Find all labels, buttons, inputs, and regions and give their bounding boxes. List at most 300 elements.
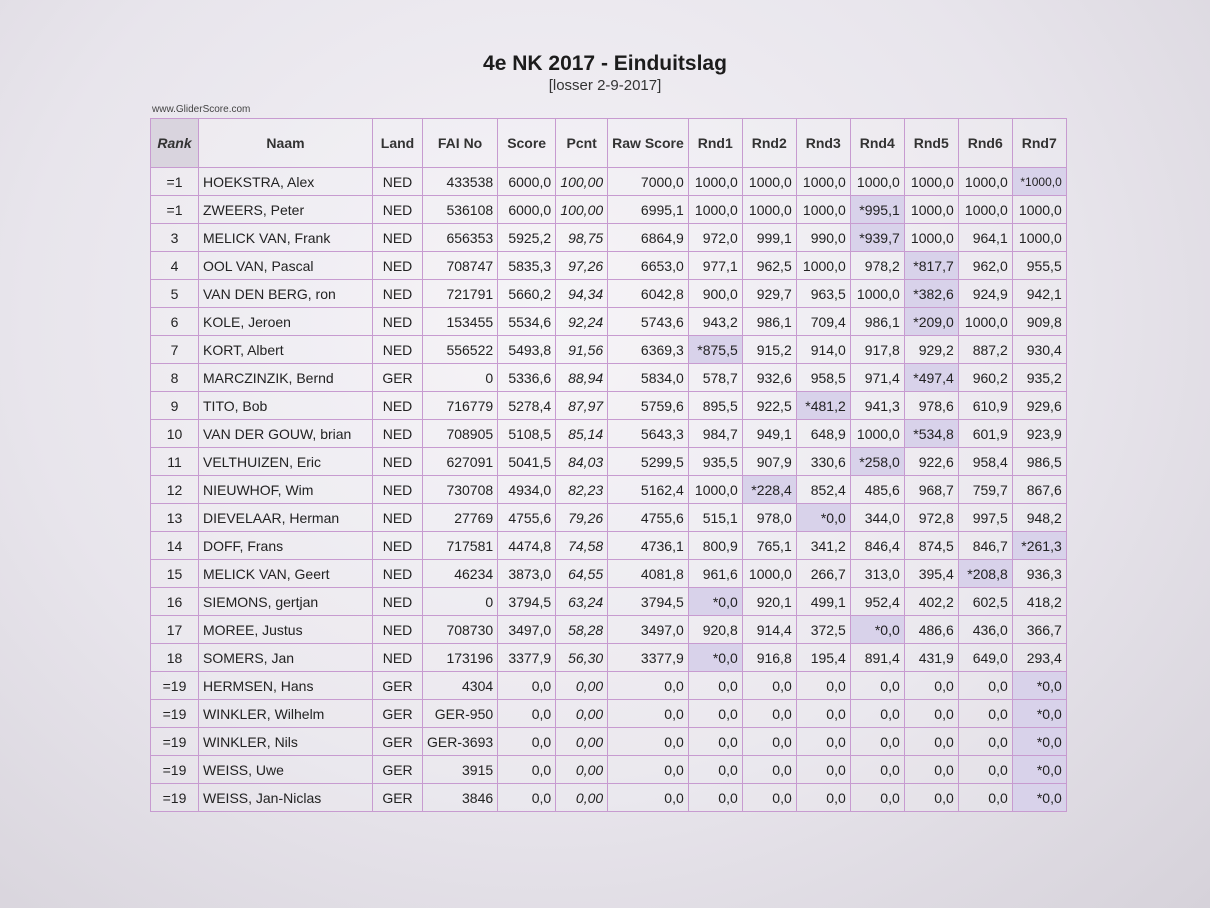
round-3-cell: 990,0 (796, 224, 850, 252)
round-1-cell: 1000,0 (688, 476, 742, 504)
round-6-cell: 960,2 (958, 364, 1012, 392)
round-5-cell: 922,6 (904, 448, 958, 476)
name-cell: TITO, Bob (199, 392, 373, 420)
round-2-cell: *228,4 (742, 476, 796, 504)
round-2-cell: 999,1 (742, 224, 796, 252)
country-cell: GER (373, 364, 423, 392)
round-7-cell: 366,7 (1012, 616, 1066, 644)
country-cell: NED (373, 476, 423, 504)
percent-cell: 91,56 (556, 336, 608, 364)
country-cell: NED (373, 168, 423, 196)
round-6-cell: 759,7 (958, 476, 1012, 504)
column-header: Rnd7 (1012, 119, 1066, 168)
round-2-cell: 916,8 (742, 644, 796, 672)
round-6-cell: 1000,0 (958, 168, 1012, 196)
country-cell: NED (373, 252, 423, 280)
round-2-cell: 907,9 (742, 448, 796, 476)
round-5-cell: 1000,0 (904, 224, 958, 252)
score-cell: 5108,5 (498, 420, 556, 448)
round-4-cell: 971,4 (850, 364, 904, 392)
name-cell: MOREE, Justus (199, 616, 373, 644)
round-7-cell: *0,0 (1012, 784, 1066, 812)
round-3-cell: 914,0 (796, 336, 850, 364)
column-header: Rnd2 (742, 119, 796, 168)
round-7-cell: 1000,0 (1012, 196, 1066, 224)
percent-cell: 98,75 (556, 224, 608, 252)
round-5-cell: *209,0 (904, 308, 958, 336)
round-1-cell: 0,0 (688, 700, 742, 728)
table-row (151, 588, 1067, 616)
round-6-cell: 0,0 (958, 672, 1012, 700)
rank-cell: 10 (151, 420, 199, 448)
raw-score-cell: 4081,8 (608, 560, 689, 588)
fai-cell: 3915 (423, 756, 498, 784)
rank-cell: 3 (151, 224, 199, 252)
round-2-cell: 0,0 (742, 784, 796, 812)
round-2-cell: 920,1 (742, 588, 796, 616)
round-1-cell: 0,0 (688, 728, 742, 756)
round-6-cell: 964,1 (958, 224, 1012, 252)
round-7-cell: 909,8 (1012, 308, 1066, 336)
table-row (151, 308, 1067, 336)
round-1-cell: 977,1 (688, 252, 742, 280)
percent-cell: 94,34 (556, 280, 608, 308)
score-cell: 5660,2 (498, 280, 556, 308)
name-cell: OOL VAN, Pascal (199, 252, 373, 280)
score-cell: 4755,6 (498, 504, 556, 532)
fai-cell: 708747 (423, 252, 498, 280)
table-row (151, 336, 1067, 364)
column-header: FAI No (423, 119, 498, 168)
score-cell: 4474,8 (498, 532, 556, 560)
round-4-cell: 1000,0 (850, 280, 904, 308)
round-7-cell: 942,1 (1012, 280, 1066, 308)
percent-cell: 88,94 (556, 364, 608, 392)
fai-cell: 0 (423, 588, 498, 616)
country-cell: GER (373, 700, 423, 728)
fai-cell: 536108 (423, 196, 498, 224)
rank-cell: =1 (151, 168, 199, 196)
round-2-cell: 922,5 (742, 392, 796, 420)
round-1-cell: 961,6 (688, 560, 742, 588)
name-cell: VAN DER GOUW, brian (199, 420, 373, 448)
round-4-cell: 1000,0 (850, 420, 904, 448)
results-table (150, 118, 1067, 812)
rank-cell: 5 (151, 280, 199, 308)
round-7-cell: 929,6 (1012, 392, 1066, 420)
round-1-cell: *0,0 (688, 588, 742, 616)
round-3-cell: 709,4 (796, 308, 850, 336)
round-2-cell: 962,5 (742, 252, 796, 280)
fai-cell: 730708 (423, 476, 498, 504)
round-6-cell: 436,0 (958, 616, 1012, 644)
round-2-cell: 949,1 (742, 420, 796, 448)
round-3-cell: 195,4 (796, 644, 850, 672)
name-cell: HERMSEN, Hans (199, 672, 373, 700)
round-3-cell: 0,0 (796, 784, 850, 812)
round-4-cell: 0,0 (850, 784, 904, 812)
table-row (151, 700, 1067, 728)
country-cell: NED (373, 616, 423, 644)
score-cell: 3497,0 (498, 616, 556, 644)
round-6-cell: 0,0 (958, 728, 1012, 756)
rank-cell: =19 (151, 700, 199, 728)
table-row (151, 756, 1067, 784)
page-subtitle: [losser 2-9-2017] (548, 77, 662, 94)
name-cell: WINKLER, Wilhelm (199, 700, 373, 728)
site-url: www.GliderScore.com (152, 104, 251, 115)
round-5-cell: 0,0 (904, 672, 958, 700)
column-header: Rnd3 (796, 119, 850, 168)
round-1-cell: *875,5 (688, 336, 742, 364)
round-6-cell: 997,5 (958, 504, 1012, 532)
round-3-cell: *0,0 (796, 504, 850, 532)
raw-score-cell: 6653,0 (608, 252, 689, 280)
raw-score-cell: 6369,3 (608, 336, 689, 364)
raw-score-cell: 3377,9 (608, 644, 689, 672)
round-1-cell: 1000,0 (688, 168, 742, 196)
round-4-cell: *258,0 (850, 448, 904, 476)
round-2-cell: 978,0 (742, 504, 796, 532)
percent-cell: 0,00 (556, 728, 608, 756)
percent-cell: 74,58 (556, 532, 608, 560)
fai-cell: 717581 (423, 532, 498, 560)
fai-cell: 627091 (423, 448, 498, 476)
rank-cell: 8 (151, 364, 199, 392)
rank-cell: 12 (151, 476, 199, 504)
round-5-cell: 486,6 (904, 616, 958, 644)
country-cell: GER (373, 784, 423, 812)
table-row (151, 420, 1067, 448)
name-cell: KOLE, Jeroen (199, 308, 373, 336)
round-4-cell: 978,2 (850, 252, 904, 280)
round-7-cell: 293,4 (1012, 644, 1066, 672)
round-7-cell: 936,3 (1012, 560, 1066, 588)
score-cell: 5835,3 (498, 252, 556, 280)
round-2-cell: 1000,0 (742, 196, 796, 224)
round-6-cell: 1000,0 (958, 308, 1012, 336)
table-row (151, 532, 1067, 560)
score-cell: 0,0 (498, 728, 556, 756)
rank-cell: 18 (151, 644, 199, 672)
round-2-cell: 0,0 (742, 700, 796, 728)
round-3-cell: 1000,0 (796, 252, 850, 280)
round-5-cell: 0,0 (904, 784, 958, 812)
round-6-cell: 601,9 (958, 420, 1012, 448)
country-cell: NED (373, 448, 423, 476)
round-6-cell: 610,9 (958, 392, 1012, 420)
round-5-cell: *817,7 (904, 252, 958, 280)
round-3-cell: 0,0 (796, 700, 850, 728)
fai-cell: 3846 (423, 784, 498, 812)
header-row (151, 119, 1067, 168)
score-cell: 5336,6 (498, 364, 556, 392)
round-5-cell: 0,0 (904, 756, 958, 784)
round-1-cell: 920,8 (688, 616, 742, 644)
table-row (151, 504, 1067, 532)
round-4-cell: 313,0 (850, 560, 904, 588)
score-cell: 0,0 (498, 672, 556, 700)
round-2-cell: 986,1 (742, 308, 796, 336)
table-row (151, 784, 1067, 812)
round-4-cell: 344,0 (850, 504, 904, 532)
name-cell: WEISS, Jan-Niclas (199, 784, 373, 812)
fai-cell: 716779 (423, 392, 498, 420)
percent-cell: 0,00 (556, 672, 608, 700)
round-1-cell: 984,7 (688, 420, 742, 448)
percent-cell: 100,00 (556, 168, 608, 196)
country-cell: GER (373, 672, 423, 700)
name-cell: VELTHUIZEN, Eric (199, 448, 373, 476)
rank-cell: 11 (151, 448, 199, 476)
fai-cell: 556522 (423, 336, 498, 364)
score-cell: 6000,0 (498, 196, 556, 224)
round-5-cell: 395,4 (904, 560, 958, 588)
country-cell: NED (373, 560, 423, 588)
rank-cell: 15 (151, 560, 199, 588)
table-row (151, 392, 1067, 420)
round-3-cell: 372,5 (796, 616, 850, 644)
fai-cell: GER-3693 (423, 728, 498, 756)
column-header: Rank (151, 119, 199, 168)
country-cell: NED (373, 644, 423, 672)
fai-cell: 0 (423, 364, 498, 392)
percent-cell: 100,00 (556, 196, 608, 224)
table-row (151, 224, 1067, 252)
percent-cell: 82,23 (556, 476, 608, 504)
round-6-cell: 887,2 (958, 336, 1012, 364)
raw-score-cell: 3794,5 (608, 588, 689, 616)
round-7-cell: 935,2 (1012, 364, 1066, 392)
raw-score-cell: 7000,0 (608, 168, 689, 196)
round-7-cell: 1000,0 (1012, 224, 1066, 252)
round-6-cell: 649,0 (958, 644, 1012, 672)
rank-cell: 9 (151, 392, 199, 420)
round-2-cell: 1000,0 (742, 560, 796, 588)
round-5-cell: 874,5 (904, 532, 958, 560)
table-row (151, 168, 1067, 196)
round-5-cell: 402,2 (904, 588, 958, 616)
country-cell: NED (373, 196, 423, 224)
name-cell: DIEVELAAR, Herman (199, 504, 373, 532)
round-7-cell: 930,4 (1012, 336, 1066, 364)
table-row (151, 476, 1067, 504)
score-cell: 5493,8 (498, 336, 556, 364)
round-6-cell: 602,5 (958, 588, 1012, 616)
name-cell: MELICK VAN, Geert (199, 560, 373, 588)
round-5-cell: 0,0 (904, 728, 958, 756)
round-1-cell: 0,0 (688, 756, 742, 784)
name-cell: DOFF, Frans (199, 532, 373, 560)
round-3-cell: 1000,0 (796, 168, 850, 196)
country-cell: NED (373, 308, 423, 336)
round-5-cell: 1000,0 (904, 196, 958, 224)
round-1-cell: 972,0 (688, 224, 742, 252)
raw-score-cell: 0,0 (608, 756, 689, 784)
column-header: Rnd6 (958, 119, 1012, 168)
round-5-cell: 431,9 (904, 644, 958, 672)
table-row (151, 252, 1067, 280)
column-header: Naam (199, 119, 373, 168)
country-cell: NED (373, 532, 423, 560)
round-6-cell: *208,8 (958, 560, 1012, 588)
round-2-cell: 0,0 (742, 756, 796, 784)
name-cell: MARCZINZIK, Bernd (199, 364, 373, 392)
rank-cell: 7 (151, 336, 199, 364)
country-cell: NED (373, 420, 423, 448)
round-3-cell: *481,2 (796, 392, 850, 420)
round-6-cell: 958,4 (958, 448, 1012, 476)
table-row (151, 644, 1067, 672)
fai-cell: 46234 (423, 560, 498, 588)
fai-cell: GER-950 (423, 700, 498, 728)
round-4-cell: 0,0 (850, 700, 904, 728)
country-cell: NED (373, 336, 423, 364)
country-cell: GER (373, 756, 423, 784)
percent-cell: 97,26 (556, 252, 608, 280)
rank-cell: =19 (151, 784, 199, 812)
raw-score-cell: 5834,0 (608, 364, 689, 392)
name-cell: SIEMONS, gertjan (199, 588, 373, 616)
rank-cell: 13 (151, 504, 199, 532)
country-cell: NED (373, 280, 423, 308)
round-4-cell: *995,1 (850, 196, 904, 224)
table-row (151, 616, 1067, 644)
round-2-cell: 914,4 (742, 616, 796, 644)
raw-score-cell: 4736,1 (608, 532, 689, 560)
round-5-cell: *382,6 (904, 280, 958, 308)
round-4-cell: 0,0 (850, 672, 904, 700)
fai-cell: 4304 (423, 672, 498, 700)
round-2-cell: 0,0 (742, 728, 796, 756)
round-1-cell: 935,5 (688, 448, 742, 476)
round-4-cell: 952,4 (850, 588, 904, 616)
table-row (151, 196, 1067, 224)
round-5-cell: 0,0 (904, 700, 958, 728)
raw-score-cell: 5743,6 (608, 308, 689, 336)
round-7-cell: *0,0 (1012, 672, 1066, 700)
round-6-cell: 1000,0 (958, 196, 1012, 224)
raw-score-cell: 5299,5 (608, 448, 689, 476)
round-7-cell: 986,5 (1012, 448, 1066, 476)
rank-cell: 6 (151, 308, 199, 336)
round-5-cell: *497,4 (904, 364, 958, 392)
rank-cell: 16 (151, 588, 199, 616)
percent-cell: 56,30 (556, 644, 608, 672)
name-cell: VAN DEN BERG, ron (199, 280, 373, 308)
round-7-cell: *0,0 (1012, 700, 1066, 728)
name-cell: SOMERS, Jan (199, 644, 373, 672)
percent-cell: 63,24 (556, 588, 608, 616)
round-3-cell: 648,9 (796, 420, 850, 448)
round-4-cell: 1000,0 (850, 168, 904, 196)
country-cell: NED (373, 504, 423, 532)
fai-cell: 708730 (423, 616, 498, 644)
raw-score-cell: 0,0 (608, 728, 689, 756)
column-header: Rnd4 (850, 119, 904, 168)
round-4-cell: 846,4 (850, 532, 904, 560)
round-3-cell: 1000,0 (796, 196, 850, 224)
percent-cell: 0,00 (556, 700, 608, 728)
raw-score-cell: 6864,9 (608, 224, 689, 252)
raw-score-cell: 0,0 (608, 700, 689, 728)
score-cell: 5278,4 (498, 392, 556, 420)
rank-cell: 14 (151, 532, 199, 560)
score-cell: 0,0 (498, 784, 556, 812)
name-cell: WINKLER, Nils (199, 728, 373, 756)
fai-cell: 721791 (423, 280, 498, 308)
table-row (151, 672, 1067, 700)
round-1-cell: 0,0 (688, 784, 742, 812)
round-3-cell: 499,1 (796, 588, 850, 616)
round-6-cell: 846,7 (958, 532, 1012, 560)
round-6-cell: 0,0 (958, 784, 1012, 812)
round-7-cell: 955,5 (1012, 252, 1066, 280)
raw-score-cell: 0,0 (608, 784, 689, 812)
round-3-cell: 0,0 (796, 672, 850, 700)
percent-cell: 0,00 (556, 784, 608, 812)
round-3-cell: 852,4 (796, 476, 850, 504)
round-4-cell: 917,8 (850, 336, 904, 364)
round-2-cell: 0,0 (742, 672, 796, 700)
round-5-cell: 1000,0 (904, 168, 958, 196)
raw-score-cell: 6042,8 (608, 280, 689, 308)
round-7-cell: *0,0 (1012, 728, 1066, 756)
fai-cell: 433538 (423, 168, 498, 196)
round-2-cell: 915,2 (742, 336, 796, 364)
name-cell: NIEUWHOF, Wim (199, 476, 373, 504)
page-title: 4e NK 2017 - Einduitslag (483, 52, 727, 75)
percent-cell: 85,14 (556, 420, 608, 448)
rank-cell: =19 (151, 756, 199, 784)
percent-cell: 92,24 (556, 308, 608, 336)
round-1-cell: 578,7 (688, 364, 742, 392)
round-3-cell: 0,0 (796, 756, 850, 784)
round-2-cell: 932,6 (742, 364, 796, 392)
round-4-cell: 485,6 (850, 476, 904, 504)
round-7-cell: 923,9 (1012, 420, 1066, 448)
round-4-cell: 0,0 (850, 728, 904, 756)
fai-cell: 153455 (423, 308, 498, 336)
raw-score-cell: 6995,1 (608, 196, 689, 224)
fai-cell: 656353 (423, 224, 498, 252)
round-1-cell: 0,0 (688, 672, 742, 700)
score-cell: 0,0 (498, 756, 556, 784)
round-4-cell: *939,7 (850, 224, 904, 252)
raw-score-cell: 3497,0 (608, 616, 689, 644)
fai-cell: 173196 (423, 644, 498, 672)
round-1-cell: 1000,0 (688, 196, 742, 224)
table-row (151, 560, 1067, 588)
round-7-cell: 867,6 (1012, 476, 1066, 504)
round-4-cell: 986,1 (850, 308, 904, 336)
round-2-cell: 1000,0 (742, 168, 796, 196)
round-7-cell: 948,2 (1012, 504, 1066, 532)
table-row (151, 448, 1067, 476)
name-cell: KORT, Albert (199, 336, 373, 364)
round-3-cell: 963,5 (796, 280, 850, 308)
round-4-cell: 891,4 (850, 644, 904, 672)
rank-cell: =19 (151, 672, 199, 700)
raw-score-cell: 5162,4 (608, 476, 689, 504)
name-cell: MELICK VAN, Frank (199, 224, 373, 252)
round-6-cell: 962,0 (958, 252, 1012, 280)
round-6-cell: 0,0 (958, 756, 1012, 784)
rank-cell: 4 (151, 252, 199, 280)
round-4-cell: *0,0 (850, 616, 904, 644)
round-1-cell: 943,2 (688, 308, 742, 336)
score-cell: 5534,6 (498, 308, 556, 336)
